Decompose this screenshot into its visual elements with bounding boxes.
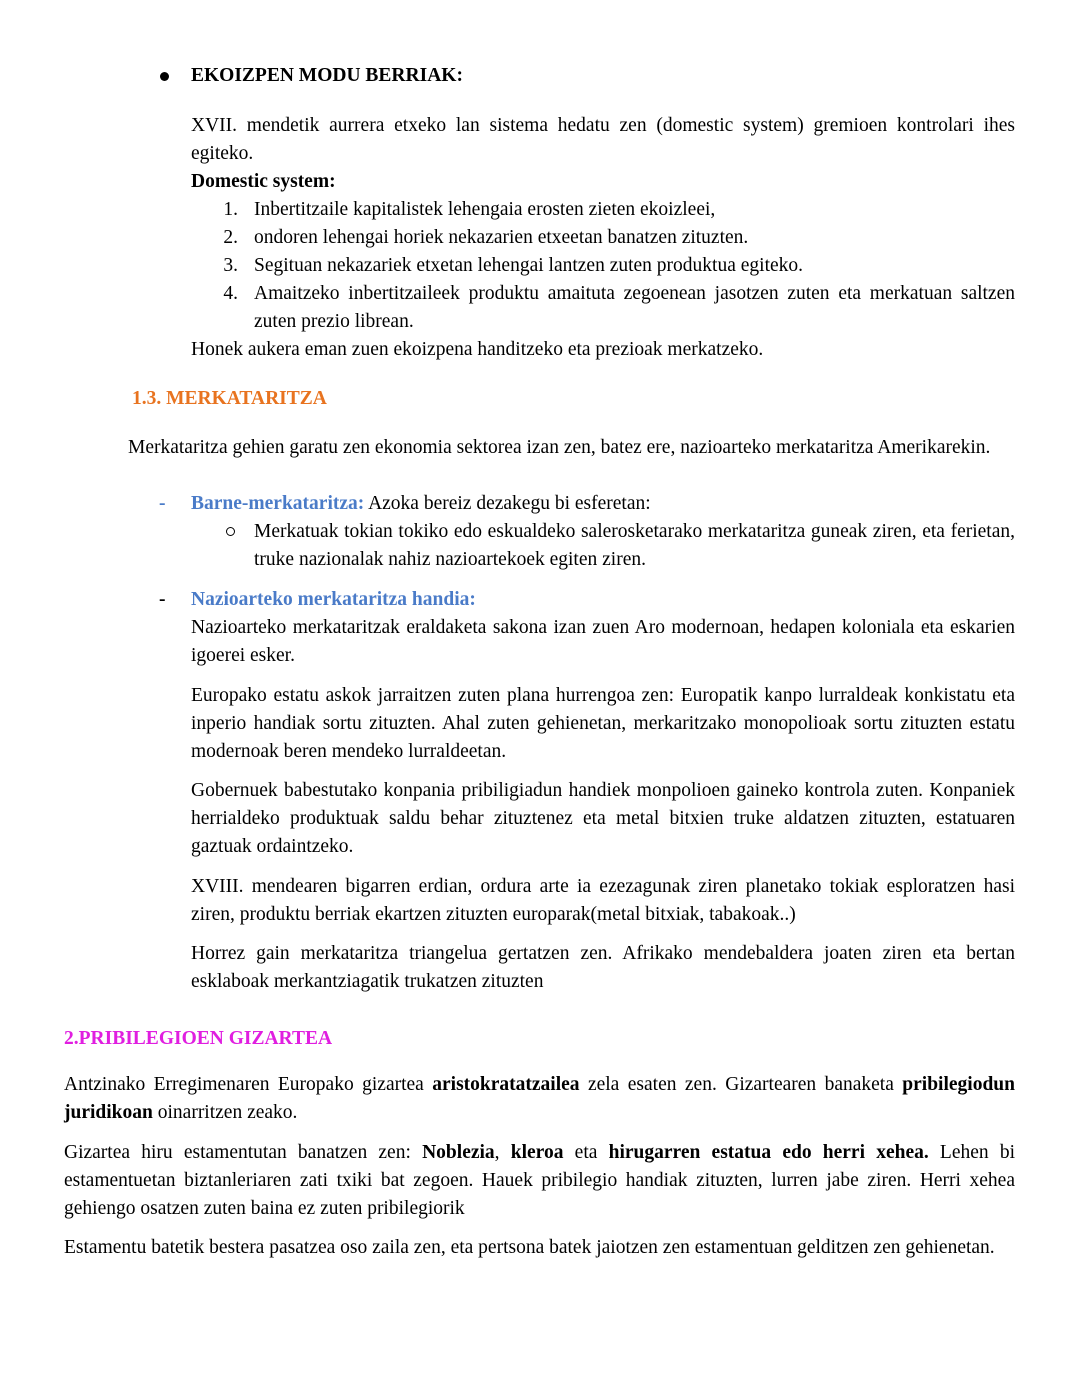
text: zela esaten zen. Gizartearen banaketa: [579, 1074, 903, 1095]
text: Antzinako Erregimenaren Europako gizartea: [64, 1074, 433, 1095]
bold-term: Noblezia: [422, 1142, 495, 1163]
text: eta: [563, 1142, 609, 1163]
bold-term: hirugarren estatua edo herri xehea.: [608, 1142, 929, 1163]
intro-paragraph: Merkataritza gehien garatu zen ekonomia sektorea izan zen, batez ere, nazioarteko merkataritza Amerikarekin.: [128, 437, 991, 458]
bullet-dot-icon: [160, 72, 169, 81]
text: Gizartea hiru estamentutan banatzen zen:: [64, 1142, 423, 1163]
intro-paragraph: XVII. mendetik aurrera etxeko lan sistema hedatu zen (domestic system) gremioen kontrolari ihes egiteko.: [191, 115, 1015, 164]
paragraph: [64, 1139, 1015, 1223]
list-number: 4.: [223, 283, 238, 304]
section-heading: 2.PRIBILEGIOEN GIZARTEA: [64, 1028, 333, 1049]
dash-bullet: -: [159, 589, 166, 610]
list-item: Amaitzeko inbertitzaileek produktu amaituta zegoenean jasotzen zuten eta merkatuan saltzen zuten prezio librean.: [254, 283, 1015, 332]
bold-term: aristokratatzailea: [432, 1074, 580, 1095]
text: ,: [494, 1142, 511, 1163]
hollow-bullet-icon: [226, 527, 235, 536]
paragraph: Horrez gain merkataritza triangelua gertatzen zen. Afrikako mendebaldera joaten ziren eta bertan esklaboak merkantziagatik trukatzen zituzten: [191, 943, 1015, 992]
subheading: Domestic system:: [191, 171, 336, 192]
section-heading: EKOIZPEN MODU BERRIAK:: [191, 65, 463, 86]
paragraph: Nazioarteko merkataritzak eraldaketa sakona izan zuen Aro modernoan, hedapen koloniala eta eskarien igoerei esker.: [191, 617, 1015, 666]
list-item: ondoren lehengai horiek nekazarien etxeetan banatzen zituzten.: [254, 227, 749, 248]
list-item: Segituan nekazariek etxetan lehengai lantzen zuten produktua egiteko.: [254, 255, 804, 276]
item-text: Azoka bereiz dezakegu bi esferetan:: [364, 493, 651, 514]
list-item-barne: [191, 490, 651, 518]
list-number: 2.: [223, 227, 238, 248]
list-number: 3.: [223, 255, 238, 276]
text: Lehen bi estamentuetan biztanleriaren zati txiki bat zegoen. Hauek pribilegio handiak zituzten, lurren jabe ziren. Herri xehea gehiengo osatzen zuten baina ez zuten pribilegiorik: [64, 1142, 1016, 1219]
paragraph: XVIII. mendearen bigarren erdian, ordura arte ia ezezagunak ziren planetako tokiak esploratzen hasi ziren, produktu berriak ekartzen zituzten europarak(metal bitxiak, tabakoak..): [191, 876, 1015, 925]
bold-term: kleroa: [510, 1142, 564, 1163]
text: oinarritzen zeako.: [152, 1102, 298, 1123]
item-label: Nazioarteko merkataritza handia:: [191, 589, 476, 610]
bold-term: pribilegiodun juridikoan: [64, 1074, 1015, 1123]
paragraph: Estamentu batetik bestera pasatzea oso zaila zen, eta pertsona batek jaiotzen zen estamentuan gelditzen zen gehienetan.: [64, 1237, 995, 1258]
item-label: Barne-merkataritza:: [191, 493, 365, 514]
sub-list-item: Merkatuak tokian tokiko edo eskualdeko salerosketarako merkataritza guneak ziren, eta ferietan, truke nazionalak nahiz nazioartekoek egiten ziren.: [254, 521, 1015, 570]
list-number: 1.: [223, 199, 238, 220]
section-heading: 1.3. MERKATARITZA: [132, 388, 327, 409]
paragraph: Gobernuek babestutako konpania pribiligiadun handiek monpolioen gaineko kontrola zuten. Konpaniek herrialdeko produktuak saldu behar zituztenez eta metal bitxien truke aldatzen zituzten, estatuaren gaztuak ordaintzeko.: [191, 780, 1015, 857]
dash-bullet: -: [159, 493, 166, 514]
conclusion-paragraph: Honek aukera eman zuen ekoizpena handitzeko eta prezioak merkatzeko.: [191, 339, 764, 360]
paragraph: [64, 1071, 1015, 1127]
paragraph: Europako estatu askok jarraitzen zuten plana hurrengoa zen: Europatik kanpo lurraldeak konkistatu eta inperio handiak sortu zituzten. Ahal zuten gehienetan, merkaritzako monopolioak sortu zituzten estatu modernoak beren mendeko lurraldeetan.: [191, 685, 1015, 762]
list-item: Inbertitzaile kapitalistek lehengaia erosten zieten ekoizleei,: [254, 199, 716, 220]
